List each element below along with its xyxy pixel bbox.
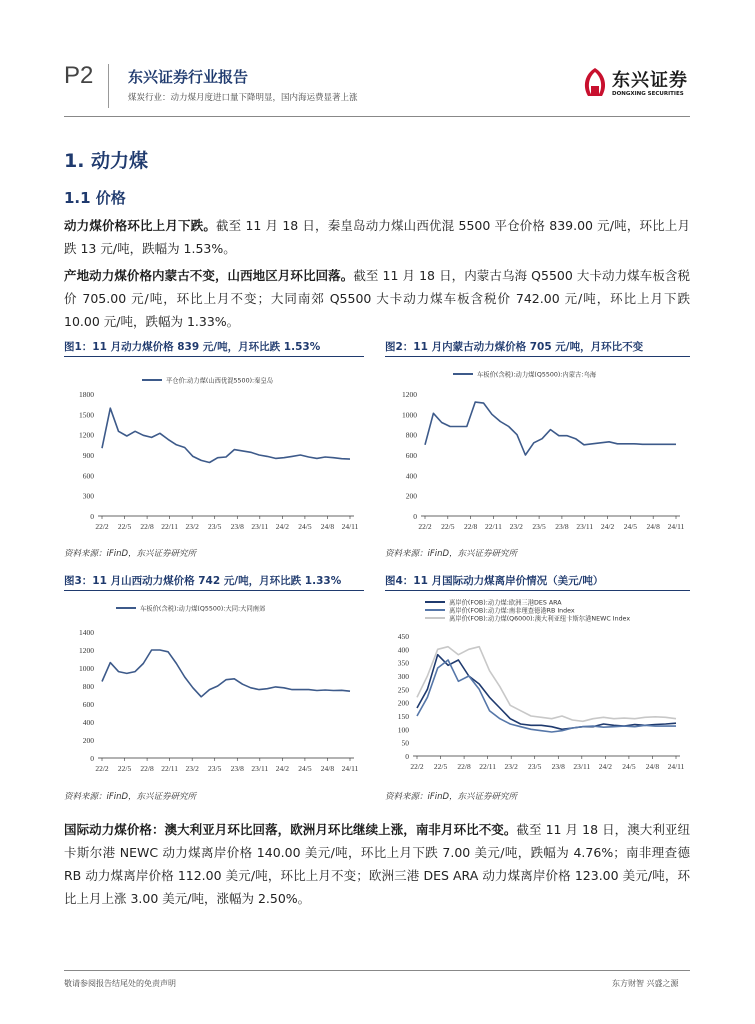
x-tick-label: 23/2: [185, 522, 199, 531]
figure-2-title: 图2：11 月内蒙古动力煤价格 705 元/吨，月环比不变: [385, 341, 644, 353]
x-tick-label: 24/11: [341, 764, 359, 773]
x-tick-label: 23/8: [555, 522, 569, 531]
paragraph-3-lead: 国际动力煤价格：澳大利亚月环比回落，欧洲月环比继续上涨，南非月环比不变。: [64, 822, 517, 837]
x-tick-label: 22/2: [95, 764, 109, 773]
chart-3: [64, 598, 364, 780]
x-tick-label: 24/5: [622, 762, 636, 771]
y-tick-label: 800: [82, 682, 94, 691]
paragraph-1-lead: 动力煤价格环比上月下跌。: [64, 218, 216, 233]
paragraph-2: [64, 264, 690, 333]
chart-4-svg: [385, 598, 690, 780]
x-tick-label: 22/8: [463, 522, 478, 531]
x-tick-label: 24/5: [298, 764, 312, 773]
figure-1-title: 图1：11 月动力煤价格 839 元/吨，月环比跌 1.53%: [64, 341, 321, 353]
y-tick-label: 0: [90, 512, 94, 521]
chart-1-svg: [64, 366, 364, 536]
legend-label: 平仓价:动力煤(山西优混5500):秦皇岛: [166, 377, 274, 385]
x-tick-label: 22/8: [457, 762, 471, 771]
x-tick-label: 24/11: [667, 762, 685, 771]
figure-4-rule: [385, 590, 690, 591]
y-tick-label: 400: [405, 471, 417, 481]
legend-label: 离岸价(FOB):动力煤:南非理查德港RB Index: [449, 607, 575, 615]
figure-4-title: 图4：11 月国际动力煤离岸价情况（美元/吨）: [385, 575, 604, 587]
x-tick-label: 23/5: [528, 762, 542, 771]
paragraph-1: [64, 214, 690, 260]
x-tick-label: 23/11: [251, 764, 269, 773]
x-tick-label: 23/11: [573, 762, 591, 771]
paragraph-2-lead: 产地动力煤价格内蒙古不变，山西地区月环比回落。: [64, 268, 354, 283]
legend-label: 离岸价(FOB):动力煤(Q6000):澳大利亚纽卡斯尔港NEWC Index: [449, 615, 631, 623]
figure-2-rule: [385, 356, 690, 357]
series-line: [417, 647, 676, 722]
x-tick-label: 22/5: [441, 522, 455, 531]
y-tick-label: 300: [82, 491, 94, 501]
y-tick-label: 0: [90, 754, 94, 763]
x-tick-label: 22/11: [485, 522, 502, 531]
y-tick-label: 100: [397, 725, 409, 735]
y-tick-label: 50: [401, 738, 409, 748]
x-tick-label: 24/2: [600, 522, 615, 531]
section-heading: 1. 动力煤: [64, 150, 149, 172]
x-tick-label: 24/8: [646, 522, 660, 531]
x-tick-label: 23/11: [251, 522, 269, 531]
y-tick-label: 1000: [79, 664, 94, 673]
x-tick-label: 23/2: [504, 762, 518, 771]
figure-2-source: 资料来源：iFinD，东兴证券研究所: [385, 549, 518, 559]
report-subtitle: 煤炭行业：动力煤月度进口量下降明显，国内海运费显著上涨: [128, 93, 358, 103]
x-tick-label: 22/5: [433, 762, 448, 771]
footer-slogan: 东方财智 兴盛之源: [612, 979, 679, 988]
footer-disclaimer: 敬请参阅报告结尾处的免责声明: [64, 979, 176, 988]
chart-4: [385, 598, 690, 780]
x-tick-label: 23/8: [230, 522, 244, 531]
y-tick-label: 200: [82, 736, 94, 745]
x-tick-label: 22/11: [161, 522, 179, 531]
x-tick-label: 22/5: [117, 764, 132, 773]
chart-2-svg: [385, 366, 690, 536]
y-tick-label: 1200: [79, 430, 94, 440]
x-tick-label: 23/5: [208, 522, 222, 531]
x-tick-label: 24/2: [598, 762, 613, 771]
figure-3-rule: [64, 590, 364, 591]
x-tick-label: 24/11: [341, 522, 359, 531]
y-tick-label: 300: [397, 672, 409, 681]
x-tick-label: 23/11: [576, 522, 594, 531]
y-tick-label: 1400: [79, 628, 94, 637]
footer-rule: [64, 970, 690, 971]
chart-1: [64, 366, 364, 536]
x-tick-label: 22/2: [410, 762, 424, 771]
y-tick-label: 400: [82, 718, 94, 727]
x-tick-label: 23/5: [532, 522, 546, 531]
x-tick-label: 24/5: [623, 522, 638, 531]
y-tick-label: 1200: [79, 646, 94, 655]
y-tick-label: 600: [82, 700, 94, 709]
series-line: [102, 408, 350, 462]
y-tick-label: 150: [397, 712, 409, 721]
y-tick-label: 600: [82, 471, 94, 481]
chart-3-svg: [64, 598, 364, 780]
x-tick-label: 22/8: [140, 522, 154, 531]
logo-icon: [580, 66, 610, 100]
subsection-heading: 1.1 价格: [64, 189, 126, 207]
legend-label: 车板价(含税):动力煤(Q5500):大同:大同南郊: [140, 605, 266, 613]
y-tick-label: 800: [405, 430, 417, 440]
y-tick-label: 0: [405, 752, 409, 761]
x-tick-label: 24/8: [645, 762, 660, 771]
y-tick-label: 1000: [402, 410, 417, 420]
x-tick-label: 22/8: [140, 764, 154, 773]
y-tick-label: 250: [397, 685, 409, 695]
header-rule: [64, 116, 690, 117]
x-tick-label: 23/2: [185, 764, 199, 773]
legend-label: 车板价(含税):动力煤(Q5500):内蒙古:乌海: [477, 371, 597, 379]
x-tick-label: 23/8: [551, 762, 565, 771]
y-tick-label: 200: [397, 698, 409, 708]
paragraph-3: [64, 818, 690, 910]
y-tick-label: 1800: [79, 390, 94, 399]
series-line: [425, 402, 676, 455]
paragraph-1-body: 截至 11 月 18 日，秦皇岛动力煤山西优混 5500 平仓价格 839.00 元/吨，环比上月跌 13 元/吨，跌幅为 1.53%。: [64, 218, 690, 256]
x-tick-label: 24/5: [298, 522, 312, 531]
figure-1-source: 资料来源：iFinD，东兴证券研究所: [64, 549, 197, 559]
y-tick-label: 900: [82, 451, 94, 460]
y-tick-label: 200: [405, 491, 417, 501]
x-tick-label: 24/8: [320, 764, 335, 773]
chart-2: [385, 366, 690, 536]
x-tick-label: 22/11: [479, 762, 497, 771]
figure-3-source: 资料来源：iFinD，东兴证券研究所: [64, 792, 197, 802]
x-tick-label: 24/8: [320, 522, 335, 531]
paragraph-3-body: 截至 11 月 18 日，澳大利亚纽卡斯尔港 NEWC 动力煤离岸价格 140.00 美元/吨，环比上月下跌 7.00 美元/吨，跌幅为 4.76%；南非理查德 RB 动力煤离岸价格 112.00 美元/吨，环比上月不变；欧洲三港 DES ARA 动力煤离岸价格 123.00 美元/吨，环比上月上涨 3.00 美元/吨，涨幅为 2.50%。: [64, 822, 690, 906]
figure-4-source: 资料来源：iFinD，东兴证券研究所: [385, 792, 518, 802]
x-tick-label: 23/5: [208, 764, 222, 773]
y-tick-label: 1500: [79, 410, 94, 420]
x-tick-label: 22/5: [117, 522, 132, 531]
y-tick-label: 450: [397, 632, 409, 641]
figure-3-title: 图3：11 月山西动力煤价格 742 元/吨，月环比跌 1.33%: [64, 575, 342, 587]
header-divider: [108, 64, 109, 108]
logo-text: 东兴证券: [612, 70, 688, 91]
page-number: P2: [64, 62, 94, 89]
series-line: [417, 660, 676, 732]
x-tick-label: 24/2: [275, 764, 290, 773]
x-tick-label: 24/11: [667, 522, 685, 531]
x-tick-label: 22/11: [161, 764, 179, 773]
paragraph-2-body: 截至 11 月 18 日，内蒙古乌海 Q5500 大卡动力煤车板含税价 705.00 元/吨，环比上月不变；大同南郊 Q5500 大卡动力煤车板含税价 742.00 元/吨，环比上月下跌 10.00 元/吨，跌幅为 1.33%。: [64, 268, 690, 329]
y-tick-label: 0: [413, 512, 417, 521]
logo-text-en: DONGXING SECURITIES: [612, 91, 684, 97]
y-tick-label: 350: [397, 658, 409, 668]
figure-1-rule: [64, 356, 364, 357]
report-title: 东兴证券行业报告: [128, 68, 249, 86]
series-line: [102, 650, 350, 697]
x-tick-label: 23/8: [230, 764, 244, 773]
y-tick-label: 400: [397, 645, 409, 655]
x-tick-label: 24/2: [275, 522, 290, 531]
x-tick-label: 23/2: [509, 522, 523, 531]
y-tick-label: 600: [405, 451, 417, 460]
legend-label: 离岸价(FOB):动力煤:欧洲三港DES ARA: [449, 599, 562, 607]
x-tick-label: 22/2: [95, 522, 109, 531]
x-tick-label: 22/2: [418, 522, 432, 531]
y-tick-label: 1200: [402, 390, 417, 399]
